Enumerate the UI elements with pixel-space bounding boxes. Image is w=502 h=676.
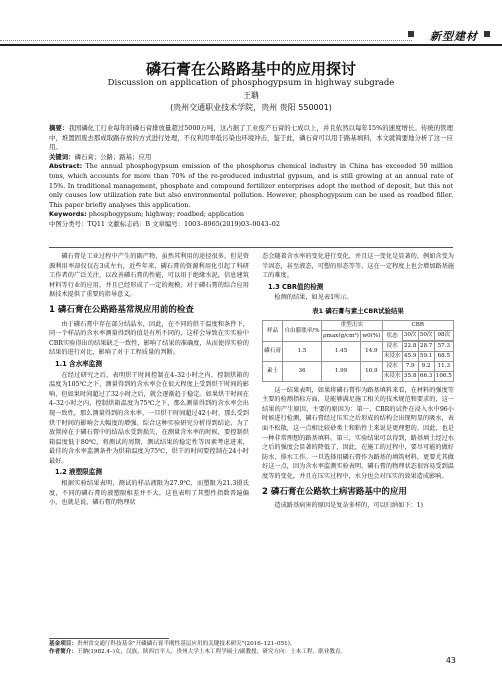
table-header-rho: ρmax(g/cm³)	[321, 330, 360, 341]
table-header-cbr: CBR	[382, 320, 453, 330]
cbr-results-table	[262, 320, 454, 382]
section-heading-2: 2 磷石膏在公路软土病害路基中的应用	[262, 486, 407, 497]
section-tag: 新型建材	[430, 30, 478, 43]
right-column	[262, 252, 454, 511]
paper-title-en: Discussion on application of phosphogypsum in highway subgrade	[107, 78, 395, 88]
paragraph: 根据实验结果表明，测试的样品液限为27.9℃，而塑限为21.3摄氏度，不同的磷石膏的液塑限相差并不大，这也表明了其塑性指数普遍偏小，也就是说，磷石膏的物理状	[49, 480, 249, 507]
section-heading-1: 1 磷石膏在公路路基常规应用前的检查	[49, 304, 194, 315]
paragraph: 检测的结果，如见表1所示。	[274, 294, 353, 302]
table-row: 未浸水 35.8 66.3 106.5	[383, 373, 452, 380]
page-number: 43	[445, 656, 456, 665]
footnote-author: 作者简介：王聃(1982.4–)女，汉族，陕西宜平人，贵州大学土木工程学硕士/副教授，研究方向：土木工程，职业教育。	[49, 649, 347, 655]
paper-title: 磷石膏在公路路基中的应用探讨	[145, 60, 356, 78]
table-header-98: 98次	[434, 330, 453, 340]
subsection-heading-1-1: 1.1 含水率监测	[55, 359, 102, 368]
table-caption: 表1 磷石膏与素土CBR试验结果	[312, 306, 404, 315]
abstract	[49, 124, 453, 230]
table-header-w: w0(%)	[361, 330, 382, 341]
header-square-icon	[408, 31, 414, 37]
subsection-heading-1-3: 1.3 CBR值的检测	[268, 282, 324, 291]
abstract-rule	[49, 247, 453, 248]
page-header	[0, 0, 502, 50]
table-row: 磷石膏 1.5 1.45 14.9 浸水 22.8 28.7 57.3	[263, 341, 454, 351]
header-square-icon	[484, 31, 490, 37]
header-rule	[0, 44, 502, 46]
abstract-cn: 摘要：我国磷化工行业每年的磷石膏排放量超过5000万吨，这占据了工业废产石膏的七成以上，并且依然以每年15%的速度增长。传统的管理中，堆置固废去那成取路存放的方式进行处理，不仅利用率低污染也环境冲击，鉴于此，磷石膏可以用于路基填料，本文就简要地分析了这一应用。	[49, 124, 454, 152]
table-header-state: 状态	[382, 330, 402, 341]
table-header-50: 50次	[419, 332, 433, 339]
table-row: 素土 36 1.99 10.9 浸水 7.9 9.2 11.3	[263, 361, 454, 371]
keywords-en: Keywords: phosphogypsum; highway; roadbed; application	[49, 210, 245, 219]
table-header-swell: 自由膨胀率/%	[283, 320, 322, 341]
table-header-sample: 样品	[263, 320, 283, 341]
keywords-cn: 关键词：磷石膏；公路；路基；应用	[49, 152, 152, 161]
left-column	[49, 252, 249, 508]
paragraph: 在经过研究之后，表明烘干时间控制在4–32小时之内，控制烘箱的温度为105℃之下，测量得到的含水率会在很大程度上受到烘干时间的影响，但如果时间超过了32小时之后，就会逐渐趋于稳定。如果烘干时间在4–32小时之内，控制烘箱温度为75℃之下，那么测量得到的含水率会出现一致性，那么测量得到的含水率，一旦烘干时间超过42小时，那么受到烘干时间的影响会大幅度的增强。综合这种实验研究分析得到结论，为了放置掉在于磷石膏中的结晶水受到损失，在测量含水率的时候，要控制烘箱温度低于80℃，将测试的周期，测试结果的稳定性等因素考虑进来，最佳的含水率监测条件为烘箱温度为75℃，烘干的时间要控制在24小时最好。	[49, 371, 249, 465]
paragraph: 由于磷石膏中存在部分结晶水，因此，在不同的烘干温度和条件下，同一个样品的含水率测量得到的值是有所不同的，这样会导致在实实验中CBR实验得出的结果缺乏一致性，影响了结果的准确度，从而使得实验的结果的进行对比，影响了对于工程质量的判断。	[49, 320, 249, 357]
footnote-rule	[49, 638, 169, 639]
table-header-heavy: 重型击实	[321, 320, 382, 330]
author: 王聃	[243, 91, 259, 100]
classification-meta: 中图分类号：TQ11 文献标志码：B 文章编号：1003–8965(2019)03–0043–02	[49, 219, 280, 228]
subsection-heading-1-2: 1.2 液塑限监测	[55, 468, 102, 477]
paragraph: 态会随着含水率的变化进行变化，并且这一变化是显著的，例如含变为半固态，甚至液态，可塑的形态等等，这在一定程度上也会增加路基施工的难度。	[262, 253, 454, 280]
table-row: 未浸水 45.9 59.1 68.5	[263, 351, 454, 361]
table-header-30: 30次	[403, 332, 417, 339]
paragraph: 这一结果表明，如果将磷石膏作为路基填料来看，在材料的强度等主要的检测指标方面，是能够满足施工相关的技术规范和要求的，这一结果的产生原因，主要的原因为：第一，CBR的试件在浸入水中96小时候进行检测，磷石膏经过压实之后形成的结构会出现明显的吸水，表面不松散，这一点相比较砂类土和粘性土来说是更理想的，因此，也是一种非常理想的路基填料。第三，实验结果可以得到，路基填土经过水之后的强度会显著的降低了，因此，在施工的过程中，要尽可能的做好防水、排水工作。一旦选择用磷石膏作为路基的填筑材料，更要尤其做好这一点，因为含水率监测实验表明，磷石膏的物理状态很容易受到温度等的变化，并且在压实过程中，水分也会对压实的效果造成影响。	[262, 386, 454, 480]
paragraph: 造成路基病害的原因是复杂多样的，可以归纳如下：1)	[274, 502, 424, 510]
intro-paragraph: 磷石膏是工业过程中产生的副产物，虽然其利用的途径很多，但是资源利用率却仅仅在3成左右，近些年来，磷石膏的资源利用化引起了科研工作者的广泛关注，以改善磷石膏的性能，可以用于绝缘水泥，信息建筑材料等行业的应用，并且已经形成了一定的规模，对于磷石膏的综合应用据技术提供了重要的指导意义。	[49, 253, 249, 299]
footnote-fund: 基金项目：贵州省交通厅科技基金"开磷磷石膏半刚性基层应用的关键技术研究"(2016–121–051)。	[49, 641, 296, 647]
affiliation: (贵州交通职业技术学院，贵州 贵阳 550001)	[170, 103, 332, 112]
abstract-en: Abstract: The annual phosphogypsum emission of the phosphorus chemical industry in China has exceeded 50 million tons, which accounts for more than 70% of the re-produced industrial gypsum, and is still growing at an annual rate of 15%. In traditional management, phosphate and compound fertilizer enterprises adopt the method of deposit, but this not only causes low utilization rate but also environmental pollution. However, phosphogypsum can be used as roadbed filler. This paper briefly analyses this application.	[49, 162, 453, 209]
